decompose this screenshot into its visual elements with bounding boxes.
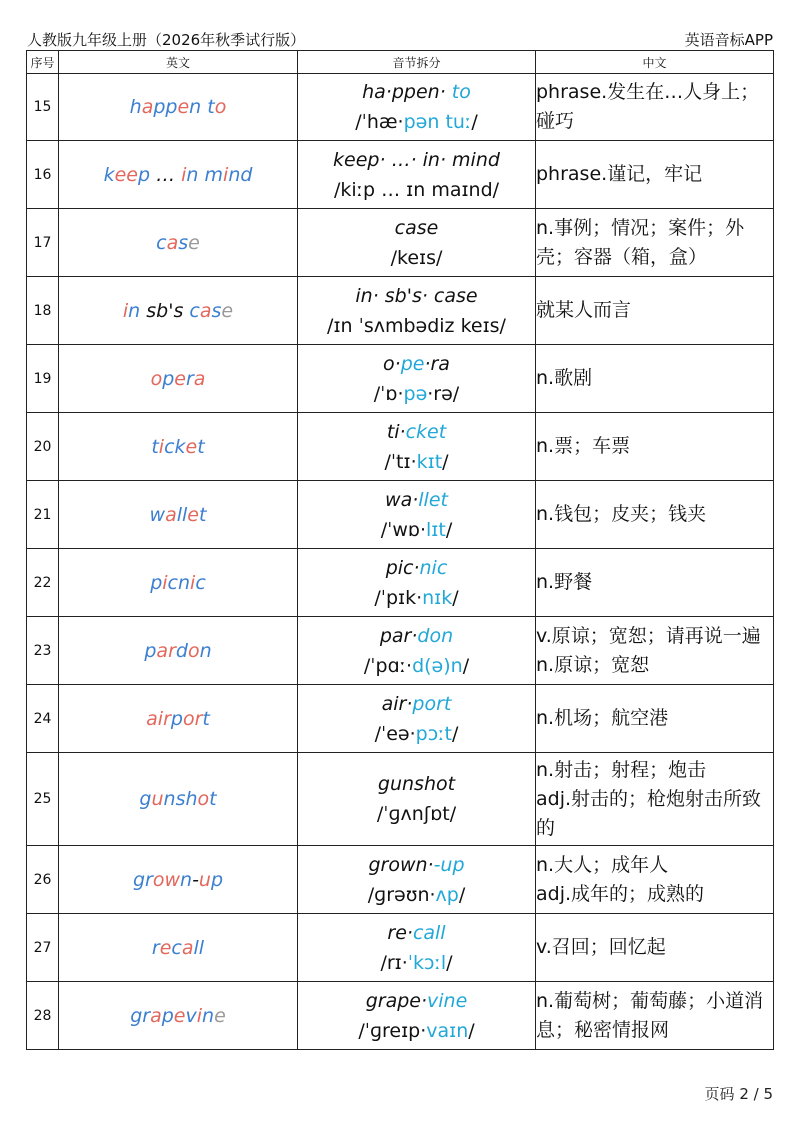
phonetic-transcription bbox=[298, 447, 535, 477]
phonetic-segment: ʌp bbox=[435, 883, 459, 906]
row-number: 24 bbox=[27, 685, 59, 753]
english-word-segment: gr bbox=[130, 1004, 151, 1027]
table-row bbox=[27, 617, 774, 685]
english-word-segment: r bbox=[185, 367, 194, 390]
col-header-number: 序号 bbox=[27, 51, 59, 74]
english-word-segment: ll bbox=[193, 936, 205, 959]
english-word-segment: a bbox=[193, 367, 206, 390]
english-word-segment: ee bbox=[114, 163, 138, 186]
table-row bbox=[27, 481, 774, 549]
meaning-line: n.射击；射程；炮击 bbox=[536, 758, 707, 781]
english-word-segment: d bbox=[175, 639, 188, 662]
syllable-cell bbox=[298, 617, 536, 685]
phonetic-segment: vaɪn bbox=[426, 1019, 469, 1042]
phonetic-segment: /ˈpɪk· bbox=[374, 586, 423, 609]
english-word-segment: e bbox=[188, 231, 200, 254]
english-word-segment: i bbox=[181, 163, 187, 186]
syllable-split bbox=[298, 213, 535, 243]
english-word bbox=[59, 549, 298, 617]
row-number: 16 bbox=[27, 141, 59, 209]
phonetic-segment: /ˈɒ· bbox=[373, 382, 404, 405]
syllable-segment: -up bbox=[433, 853, 465, 876]
english-word-segment: c bbox=[156, 231, 167, 254]
syllable-split bbox=[298, 986, 535, 1016]
syllable-segment: ppen· bbox=[391, 81, 446, 103]
chinese-meaning bbox=[536, 982, 774, 1050]
english-word bbox=[59, 345, 298, 413]
english-word-segment: i bbox=[196, 1004, 203, 1027]
syllable-cell bbox=[298, 914, 536, 982]
english-word-segment: v bbox=[185, 1004, 197, 1027]
syllable-cell bbox=[298, 141, 536, 209]
meaning-line: v.原谅；宽恕；请再说一遍 n.原谅；宽恕 bbox=[536, 624, 761, 676]
english-word-segment: sh bbox=[175, 788, 198, 810]
chinese-meaning bbox=[536, 141, 774, 209]
english-word bbox=[59, 846, 298, 914]
phonetic-transcription bbox=[298, 880, 535, 910]
syllable-cell bbox=[298, 753, 536, 846]
english-word-segment: t bbox=[199, 503, 207, 526]
english-word-segment: o bbox=[214, 96, 227, 118]
phonetic-segment: /ˈtɪ· bbox=[384, 450, 417, 473]
english-word-segment: c bbox=[195, 571, 206, 594]
english-word-segment: gr bbox=[132, 868, 153, 891]
english-word bbox=[59, 277, 298, 345]
meaning-line: n.歌剧 bbox=[536, 367, 593, 389]
english-word-segment: a bbox=[199, 299, 212, 322]
english-word-segment: e bbox=[187, 503, 199, 526]
syllable-segment: don bbox=[417, 624, 454, 647]
col-header-syllables: 音节拆分 bbox=[298, 51, 536, 74]
english-word bbox=[59, 982, 298, 1050]
syllable-cell bbox=[298, 685, 536, 753]
meaning-line: n.葡萄树；葡萄藤；小道消息；秘密情报网 bbox=[536, 989, 764, 1041]
english-word-segment: p bbox=[161, 1004, 174, 1027]
english-word-segment: cn bbox=[167, 571, 191, 594]
phonetic-segment: nɪk bbox=[422, 586, 453, 609]
phonetic-segment: / bbox=[452, 586, 459, 609]
meaning-line: n.钱包；皮夹；钱夹 bbox=[536, 503, 707, 525]
row-number: 20 bbox=[27, 413, 59, 481]
phonetic-segment: kɪt bbox=[416, 450, 443, 473]
chinese-meaning bbox=[536, 74, 774, 141]
meaning-line: adj.射击的；枪炮射击所致的 bbox=[536, 787, 762, 839]
phonetic-segment: / bbox=[442, 450, 449, 473]
english-word-segment: i bbox=[223, 163, 229, 186]
phonetic-segment: d(ə)n bbox=[412, 654, 463, 677]
syllable-segment: ti· bbox=[386, 420, 406, 443]
phonetic-segment: /ɡrəʊn· bbox=[367, 883, 436, 906]
syllable-split bbox=[298, 918, 535, 948]
english-word-segment: o bbox=[187, 639, 200, 662]
table-row bbox=[27, 209, 774, 277]
meaning-line: v.召回；回忆起 bbox=[536, 936, 666, 958]
phonetic-segment: /ˈɡreɪp· bbox=[358, 1019, 427, 1042]
syllable-split bbox=[298, 417, 535, 447]
syllable-cell bbox=[298, 209, 536, 277]
meaning-line: n.事例；情况；案件；外壳；容器（箱，盒） bbox=[536, 216, 745, 268]
english-word bbox=[59, 141, 298, 209]
syllable-segment: in· sb's· case bbox=[355, 284, 478, 307]
meaning-line: adj.成年的；成熟的 bbox=[536, 882, 705, 905]
syllable-cell bbox=[298, 413, 536, 481]
english-word-segment: h bbox=[129, 96, 142, 118]
syllable-split bbox=[298, 553, 535, 583]
chinese-meaning bbox=[536, 753, 774, 846]
phonetic-transcription bbox=[298, 719, 535, 749]
phonetic-segment: /ˈpɑː· bbox=[363, 654, 413, 677]
phonetic-segment: /ˈeə· bbox=[374, 722, 416, 745]
vocab-table bbox=[26, 50, 774, 1050]
english-word-segment: n bbox=[128, 299, 141, 322]
chinese-meaning bbox=[536, 413, 774, 481]
phonetic-segment: /rɪ· bbox=[380, 951, 408, 974]
phonetic-transcription bbox=[298, 379, 535, 409]
meaning-line: n.大人；成年人 bbox=[536, 853, 669, 876]
phonetic-segment: / bbox=[462, 654, 470, 677]
phonetic-segment: / bbox=[458, 883, 466, 906]
phonetic-transcription bbox=[298, 243, 535, 273]
phonetic-segment: / bbox=[445, 518, 453, 541]
phonetic-segment: /ˈwɒ· bbox=[380, 518, 427, 541]
table-row bbox=[27, 914, 774, 982]
syllable-segment: case bbox=[394, 216, 439, 239]
syllable-segment: par· bbox=[379, 624, 418, 647]
syllable-cell bbox=[298, 846, 536, 914]
english-word-segment: a bbox=[181, 936, 194, 959]
row-number: 18 bbox=[27, 277, 59, 345]
chinese-meaning bbox=[536, 345, 774, 413]
english-word-segment: e bbox=[174, 367, 186, 390]
syllable-segment: port bbox=[412, 692, 452, 715]
row-number: 17 bbox=[27, 209, 59, 277]
phonetic-transcription bbox=[298, 799, 535, 829]
chinese-meaning bbox=[536, 209, 774, 277]
syllable-segment: air· bbox=[381, 692, 413, 715]
english-word-segment: a bbox=[141, 96, 154, 118]
syllable-segment: ha· bbox=[362, 81, 392, 103]
syllable-segment: re· bbox=[387, 921, 413, 944]
chinese-meaning bbox=[536, 617, 774, 685]
english-word-segment: m bbox=[198, 163, 224, 186]
header-app-name: 英语音标APP bbox=[684, 31, 773, 49]
table-row bbox=[27, 846, 774, 914]
phonetic-segment: lɪt bbox=[426, 518, 446, 541]
english-word-segment: sb's bbox=[140, 299, 190, 322]
english-word-segment: u bbox=[151, 788, 164, 810]
english-word-segment: ow bbox=[152, 868, 181, 891]
english-word-segment: i bbox=[190, 571, 196, 594]
meaning-line: phrase.谨记，牢记 bbox=[536, 163, 703, 185]
phonetic-transcription bbox=[298, 107, 535, 137]
phonetic-transcription bbox=[298, 651, 535, 681]
syllable-segment: pe bbox=[400, 352, 425, 375]
phonetic-segment: /ɪn ˈsʌmbədiz keɪs/ bbox=[327, 314, 506, 337]
syllable-split bbox=[298, 485, 535, 515]
english-word-segment: t bbox=[197, 435, 205, 458]
col-header-english: 英文 bbox=[59, 51, 298, 74]
english-word-segment: s bbox=[178, 231, 189, 254]
phonetic-segment: pɔːt bbox=[415, 722, 452, 745]
english-word-segment: t bbox=[207, 96, 215, 118]
phonetic-segment: /ˈɡʌnʃɒt/ bbox=[376, 803, 457, 825]
english-word-segment: u bbox=[198, 868, 211, 891]
english-word-segment: r bbox=[151, 936, 160, 959]
english-word-segment: n bbox=[189, 96, 202, 118]
syllable-segment: o· bbox=[383, 352, 401, 375]
english-word-segment: ck bbox=[164, 435, 186, 458]
chinese-meaning bbox=[536, 549, 774, 617]
chinese-meaning bbox=[536, 914, 774, 982]
english-word-segment: p bbox=[150, 571, 163, 594]
syllable-segment: vine bbox=[427, 989, 468, 1012]
phonetic-segment: /keɪs/ bbox=[390, 246, 443, 269]
syllable-split bbox=[298, 145, 535, 175]
phonetic-transcription bbox=[298, 175, 535, 205]
syllable-segment: keep· …· in· mind bbox=[333, 148, 500, 171]
chinese-meaning bbox=[536, 277, 774, 345]
english-word-segment: i bbox=[162, 571, 168, 594]
meaning-line: n.票；车票 bbox=[536, 435, 631, 457]
row-number: 27 bbox=[27, 914, 59, 982]
syllable-cell bbox=[298, 277, 536, 345]
syllable-split bbox=[298, 621, 535, 651]
english-word bbox=[59, 209, 298, 277]
english-word bbox=[59, 617, 298, 685]
table-row bbox=[27, 413, 774, 481]
english-word-segment: ar bbox=[156, 639, 176, 662]
english-word-segment: nd bbox=[228, 163, 253, 186]
english-word-segment: w bbox=[149, 503, 166, 526]
syllable-segment: gunshot bbox=[377, 773, 456, 795]
english-word-segment: - bbox=[192, 868, 199, 891]
english-word-segment: … bbox=[150, 163, 182, 186]
syllable-segment: grown· bbox=[368, 853, 434, 876]
english-word-segment: e bbox=[221, 299, 234, 322]
header-title: 人教版九年级上册（2026年秋季试行版） bbox=[27, 31, 306, 49]
table-row bbox=[27, 345, 774, 413]
english-word-segment: e bbox=[214, 1004, 226, 1027]
english-word-segment: o bbox=[197, 788, 210, 810]
phonetic-segment: /kiːp … ɪn maɪnd/ bbox=[333, 178, 500, 201]
phonetic-segment: / bbox=[452, 722, 459, 745]
syllable-cell bbox=[298, 982, 536, 1050]
english-word bbox=[59, 74, 298, 141]
table-row bbox=[27, 141, 774, 209]
english-word-segment: c bbox=[189, 299, 200, 322]
meaning-line: n.野餐 bbox=[536, 571, 593, 593]
row-number: 26 bbox=[27, 846, 59, 914]
page-number: 页码 2 / 5 bbox=[704, 1085, 773, 1103]
phonetic-segment: pən tuː bbox=[403, 111, 472, 133]
table-header-row bbox=[27, 51, 774, 74]
english-word bbox=[59, 481, 298, 549]
chinese-meaning bbox=[536, 481, 774, 549]
english-word-segment: n bbox=[199, 639, 212, 662]
syllable-split bbox=[298, 349, 535, 379]
english-word-segment: a bbox=[150, 1004, 162, 1027]
chinese-meaning bbox=[536, 846, 774, 914]
syllable-segment: grape· bbox=[365, 989, 428, 1012]
row-number: 25 bbox=[27, 753, 59, 846]
english-word-segment: p bbox=[170, 707, 183, 730]
syllable-split bbox=[298, 689, 535, 719]
chinese-meaning bbox=[536, 685, 774, 753]
syllable-segment: pic· bbox=[385, 556, 420, 579]
english-word-segment: e bbox=[177, 96, 190, 118]
english-word-segment: n bbox=[186, 163, 199, 186]
syllable-split bbox=[298, 769, 535, 799]
english-word-segment: ll bbox=[176, 503, 188, 526]
english-word-segment: e bbox=[173, 1004, 186, 1027]
table-row bbox=[27, 74, 774, 141]
phonetic-transcription bbox=[298, 515, 535, 545]
table-row bbox=[27, 685, 774, 753]
meaning-line: 就某人而言 bbox=[536, 299, 632, 321]
english-word-segment: e bbox=[159, 936, 172, 959]
english-word-segment: t bbox=[209, 788, 217, 810]
syllable-cell bbox=[298, 481, 536, 549]
meaning-line: phrase.发生在…人身上；碰巧 bbox=[536, 81, 760, 132]
english-word-segment: e bbox=[185, 435, 198, 458]
english-word-segment: n bbox=[202, 1004, 215, 1027]
syllable-segment: llet bbox=[418, 488, 448, 511]
syllable-cell bbox=[298, 345, 536, 413]
row-number: 21 bbox=[27, 481, 59, 549]
phonetic-transcription bbox=[298, 1016, 535, 1046]
row-number: 19 bbox=[27, 345, 59, 413]
syllable-split bbox=[298, 77, 535, 107]
phonetic-transcription bbox=[298, 948, 535, 978]
phonetic-segment: ·rə/ bbox=[427, 382, 460, 405]
english-word-segment: air bbox=[146, 707, 171, 730]
phonetic-segment: ˈkɔːl bbox=[407, 951, 447, 974]
table-row bbox=[27, 549, 774, 617]
syllable-split bbox=[298, 850, 535, 880]
english-word-segment: i bbox=[122, 299, 129, 322]
english-word-segment: o bbox=[150, 367, 163, 390]
english-word bbox=[59, 685, 298, 753]
phonetic-transcription bbox=[298, 583, 535, 613]
english-word-segment: pp bbox=[153, 96, 178, 118]
row-number: 23 bbox=[27, 617, 59, 685]
col-header-chinese: 中文 bbox=[536, 51, 774, 74]
table-row bbox=[27, 982, 774, 1050]
syllable-segment: ·ra bbox=[424, 352, 450, 375]
english-word-segment: c bbox=[171, 936, 182, 959]
english-word-segment: t bbox=[151, 435, 159, 458]
syllable-segment: call bbox=[412, 921, 446, 944]
english-word-segment: s bbox=[211, 299, 222, 322]
english-word bbox=[59, 753, 298, 846]
english-word-segment: p bbox=[210, 868, 224, 891]
english-word bbox=[59, 413, 298, 481]
phonetic-segment: pə bbox=[403, 382, 428, 405]
syllable-segment: nic bbox=[419, 556, 448, 579]
english-word-segment: a bbox=[166, 231, 179, 254]
english-word-segment: p bbox=[144, 639, 157, 662]
english-word-segment: p bbox=[137, 163, 151, 186]
row-number: 28 bbox=[27, 982, 59, 1050]
syllable-cell bbox=[298, 74, 536, 141]
table-body bbox=[27, 74, 774, 1050]
english-word-segment: k bbox=[103, 163, 115, 186]
phonetic-segment: / bbox=[471, 111, 478, 133]
english-word-segment: t bbox=[202, 707, 210, 730]
syllable-cell bbox=[298, 549, 536, 617]
syllable-segment: wa· bbox=[385, 488, 419, 511]
english-word bbox=[59, 914, 298, 982]
meaning-line: n.机场；航空港 bbox=[536, 707, 669, 729]
row-number: 22 bbox=[27, 549, 59, 617]
syllable-segment: cket bbox=[405, 420, 447, 443]
syllable-split bbox=[298, 281, 535, 311]
table-row bbox=[27, 277, 774, 345]
english-word-segment: a bbox=[165, 503, 177, 526]
english-word-segment: n bbox=[163, 788, 176, 810]
english-word-segment: p bbox=[162, 367, 175, 390]
english-word-segment: i bbox=[158, 435, 165, 458]
phonetic-segment: /ˈhæ· bbox=[355, 111, 404, 133]
phonetic-segment: / bbox=[446, 951, 453, 974]
english-word-segment: or bbox=[182, 707, 203, 730]
phonetic-segment: / bbox=[468, 1019, 475, 1042]
english-word-segment: n bbox=[180, 868, 193, 891]
table-row bbox=[27, 753, 774, 846]
english-word-segment: g bbox=[139, 788, 152, 810]
syllable-segment: to bbox=[445, 81, 471, 103]
phonetic-transcription bbox=[298, 311, 535, 341]
row-number: 15 bbox=[27, 74, 59, 141]
